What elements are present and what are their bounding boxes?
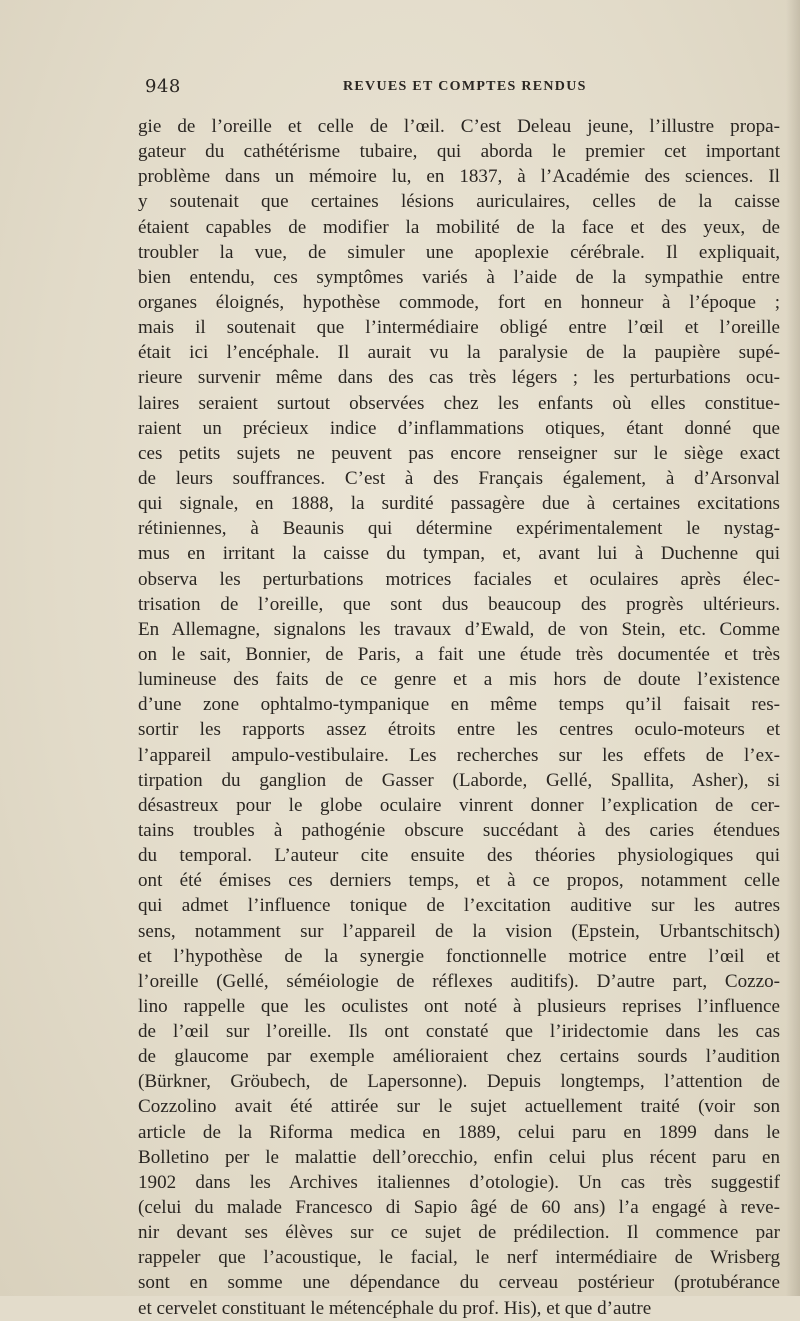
text-line: En Allemagne, signalons les travaux d’Ewald, de von Stein, etc. Comme — [138, 618, 780, 640]
text-line: problème dans un mémoire lu, en 1837, à l’Académie des sciences. Il — [138, 166, 780, 188]
text-line: était ici l’encéphale. Il aurait vu la paralysie de la paupière supé- — [138, 342, 780, 364]
text-line: raient un précieux indice d’inflammations otiques, étant donné que — [138, 417, 780, 439]
body-paragraph — [138, 114, 780, 1321]
text-line: sens, notamment sur l’appareil de la vision (Epstein, Urbantschitsch) — [138, 920, 780, 942]
text-line: rieure survenir même dans des cas très légers ; les perturbations ocu- — [138, 367, 780, 389]
text-line: d’une zone ophtalmo-tympanique en même temps qu’il faisait res- — [138, 694, 780, 716]
text-line: nir devant ses élèves sur ce sujet de prédilection. Il commence par — [138, 1222, 780, 1244]
text-line: l’appareil ampulo-vestibulaire. Les recherches sur les effets de l’ex- — [138, 744, 780, 766]
text-line: ces petits sujets ne peuvent pas encore renseigner sur le siège exact — [138, 442, 780, 464]
text-line: lino rappelle que les oculistes ont noté à plusieurs reprises l’influence — [138, 995, 780, 1017]
text-line: sont en somme une dépendance du cerveau postérieur (protubérance — [138, 1272, 780, 1294]
text-line: et l’hypothèse de la synergie fonctionnelle motrice entre l’œil et — [138, 945, 780, 967]
text-line: rétiniennes, à Beaunis qui détermine expérimentalement le nystag- — [138, 518, 780, 540]
text-line: qui signale, en 1888, la surdité passagère due à certaines excitations — [138, 493, 780, 515]
text-line: Cozzolino avait été attirée sur le sujet actuellement traité (voir son — [138, 1096, 780, 1118]
text-line: gie de l’oreille et celle de l’œil. C’est Deleau jeune, l’illustre propa- — [138, 116, 780, 137]
text-line: et cervelet constituant le métencéphale du prof. His), et que d’autre — [138, 1297, 652, 1319]
text-line: Bolletino per le malattie dell’orecchio, enfin celui plus récent paru en — [138, 1146, 780, 1168]
text-line: observa les perturbations motrices faciales et oculaires après élec- — [138, 568, 780, 590]
text-line: de l’œil sur l’oreille. Ils ont constaté que l’iridectomie dans les cas — [138, 1021, 780, 1043]
text-line: (celui du malade Francesco di Sapio âgé de 60 ans) l’a engagé à reve- — [138, 1197, 780, 1219]
text-line: du temporal. L’auteur cite ensuite des théories physiologiques qui — [138, 845, 780, 867]
text-line: troubler la vue, de simuler une apoplexie cérébrale. Il expliquait, — [138, 241, 780, 263]
text-line: étaient capables de modifier la mobilité de la face et des yeux, de — [138, 216, 780, 238]
text-line: bien entendu, ces symptômes variés à l’aide de la sympathie entre — [138, 266, 780, 288]
text-line: tirpation du ganglion de Gasser (Laborde, Gellé, Spallita, Asher), si — [138, 769, 780, 791]
text-line: trisation de l’oreille, que sont dus beaucoup des progrès ultérieurs. — [138, 593, 780, 615]
running-title: REVUES ET COMPTES RENDUS — [343, 79, 587, 94]
text-line: mais il soutenait que l’intermédiaire obligé entre l’œil et l’oreille — [138, 317, 780, 339]
text-line: laires seraient surtout observées chez les enfants où elles constitue- — [138, 392, 780, 414]
text-line: l’oreille (Gellé, séméiologie de réflexes auditifs). D’autre part, Cozzo- — [138, 970, 780, 992]
text-line: gateur du cathétérisme tubaire, qui aborda le premier cet important — [138, 141, 780, 163]
text-line: 1902 dans les Archives italiennes d’otologie). Un cas très suggestif — [138, 1171, 780, 1193]
text-line: de leurs souffrances. C’est à des Français également, à d’Arsonval — [138, 467, 780, 489]
text-line: rappeler que l’acoustique, le facial, le nerf intermédiaire de Wrisberg — [138, 1247, 780, 1269]
page-edge-shadow — [786, 0, 800, 1296]
page-number: 948 — [145, 76, 181, 97]
text-line: ont été émises ces derniers temps, et à ce propos, notamment celle — [138, 870, 780, 892]
page-header — [145, 76, 780, 102]
text-line: (Bürkner, Gröubech, de Lapersonne). Depuis longtemps, l’attention de — [138, 1071, 780, 1093]
text-line: de glaucome par exemple amélioraient chez certains sourds l’audition — [138, 1046, 780, 1068]
text-line: on le sait, Bonnier, de Paris, a fait une étude très documentée et très — [138, 643, 780, 665]
text-line: y soutenait que certaines lésions auriculaires, celles de la caisse — [138, 191, 780, 213]
text-line: lumineuse des faits de ce genre et a mis hors de doute l’existence — [138, 669, 780, 691]
text-line: organes éloignés, hypothèse commode, fort en honneur à l’époque ; — [138, 291, 780, 313]
text-line: sortir les rapports assez étroits entre les centres oculo-moteurs et — [138, 719, 780, 741]
text-line: qui admet l’influence tonique de l’excitation auditive sur les autres — [138, 895, 780, 917]
text-line: désastreux pour le globe oculaire vinrent donner l’explication de cer- — [138, 794, 780, 816]
text-line: article de la Riforma medica en 1889, celui paru en 1899 dans le — [138, 1121, 780, 1143]
text-line: tains troubles à pathogénie obscure succédant à des caries étendues — [138, 819, 780, 841]
text-line: mus en irritant la caisse du tympan, et, avant lui à Duchenne qui — [138, 543, 780, 565]
